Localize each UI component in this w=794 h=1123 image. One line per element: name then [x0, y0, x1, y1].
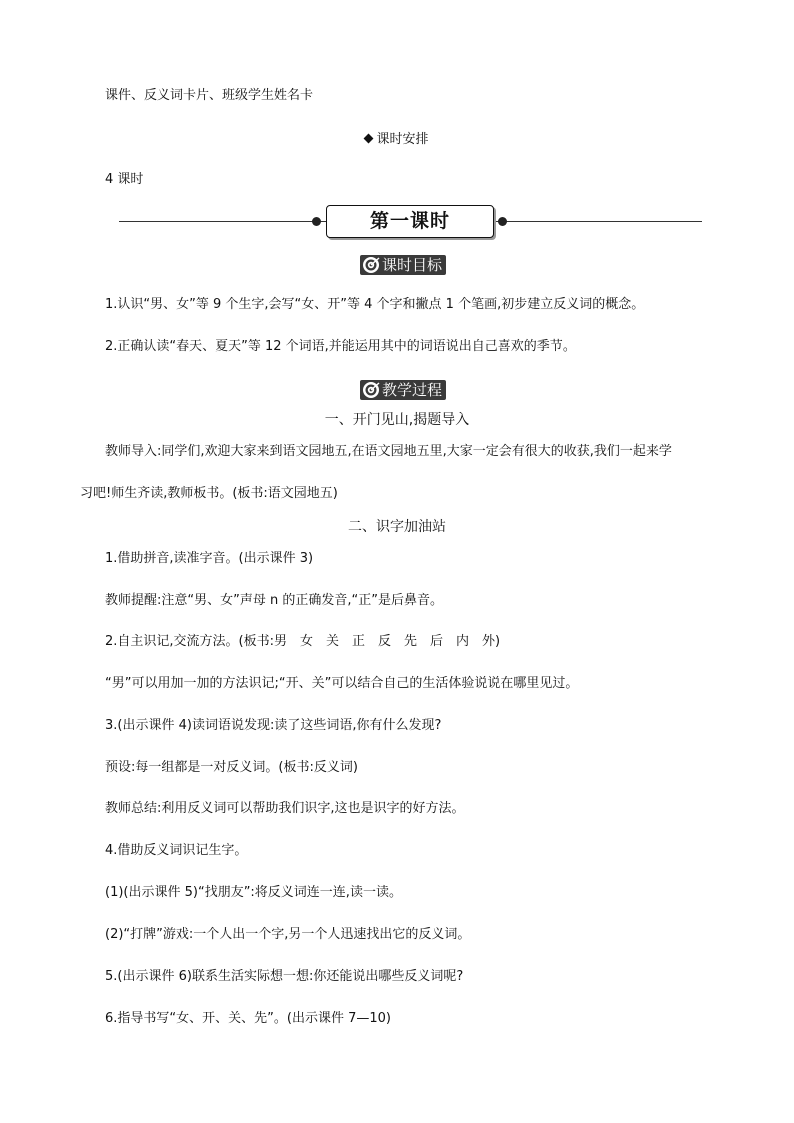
process-tag [360, 380, 446, 400]
lesson-dot-left-icon [312, 217, 321, 226]
section2-line: 教师总结:利用反义词可以帮助我们识字,这也是识字的好方法。 [105, 801, 465, 816]
section2-line: (2)“打牌”游戏:一个人出一个字,另一个人迅速找出它的反义词。 [105, 927, 471, 942]
section2-line: (1)(出示课件 5)“找朋友”:将反义词连一连,读一读。 [105, 885, 402, 900]
diamond-bullet-icon [364, 134, 374, 144]
materials-text: 课件、反义词卡片、班级学生姓名卡 [105, 88, 314, 103]
section2-line: 6.指导书写“女、开、关、先”。(出示课件 7—10) [105, 1011, 391, 1026]
goal-item-1: 1.认识“男、女”等 9 个生字,会写“女、开”等 4 个字和撇点 1 个笔画,初步建立反义词的概念。 [105, 297, 645, 312]
section2-title: 二、识字加油站 [348, 519, 446, 535]
section1-title: 一、开门见山,揭题导入 [324, 412, 470, 428]
target-icon [362, 256, 380, 274]
section2-line: 教师提醒:注意“男、女”声母 n 的正确发音,“正”是后鼻音。 [105, 593, 443, 608]
section2-line: “男”可以用加一加的方法识记;“开、关”可以结合自己的生活体验说说在哪里见过。 [105, 676, 579, 691]
section1-para-line1: 教师导入:同学们,欢迎大家来到语文园地五,在语文园地五里,大家一定会有很大的收获,我们一起来学 [105, 444, 672, 459]
lesson-dot-right-icon [498, 217, 507, 226]
process-tag-label: 教学过程 [382, 381, 443, 399]
goals-tag-label: 课时目标 [382, 256, 443, 274]
target-icon [362, 381, 380, 399]
lesson-divider-right [494, 221, 702, 222]
section2-line: 2.自主识记,交流方法。(板书:男 女 关 正 反 先 后 内 外) [105, 634, 501, 649]
goal-item-2: 2.正确认读“春天、夏天”等 12 个词语,并能运用其中的词语说出自己喜欢的季节。 [105, 339, 576, 354]
section2-line: 3.(出示课件 4)读词语说发现:读了这些词语,你有什么发现? [105, 718, 442, 733]
lesson-divider-left [119, 221, 326, 222]
goals-tag [360, 255, 446, 275]
lesson-title-box [326, 205, 494, 238]
section2-line: 4.借助反义词识记生字。 [105, 843, 248, 858]
section2-line: 预设:每一组都是一对反义词。(板书:反义词) [105, 760, 358, 775]
section2-line: 1.借助拼音,读准字音。(出示课件 3) [105, 551, 314, 566]
schedule-heading-label: 课时安排 [376, 132, 429, 147]
schedule-value: 4 课时 [105, 172, 144, 187]
section1-para-line2: 习吧!师生齐读,教师板书。(板书:语文园地五) [80, 486, 338, 501]
lesson-title: 第一课时 [369, 210, 450, 232]
section2-line: 5.(出示课件 6)联系生活实际想一想:你还能说出哪些反义词呢? [105, 969, 464, 984]
schedule-heading [0, 128, 794, 147]
